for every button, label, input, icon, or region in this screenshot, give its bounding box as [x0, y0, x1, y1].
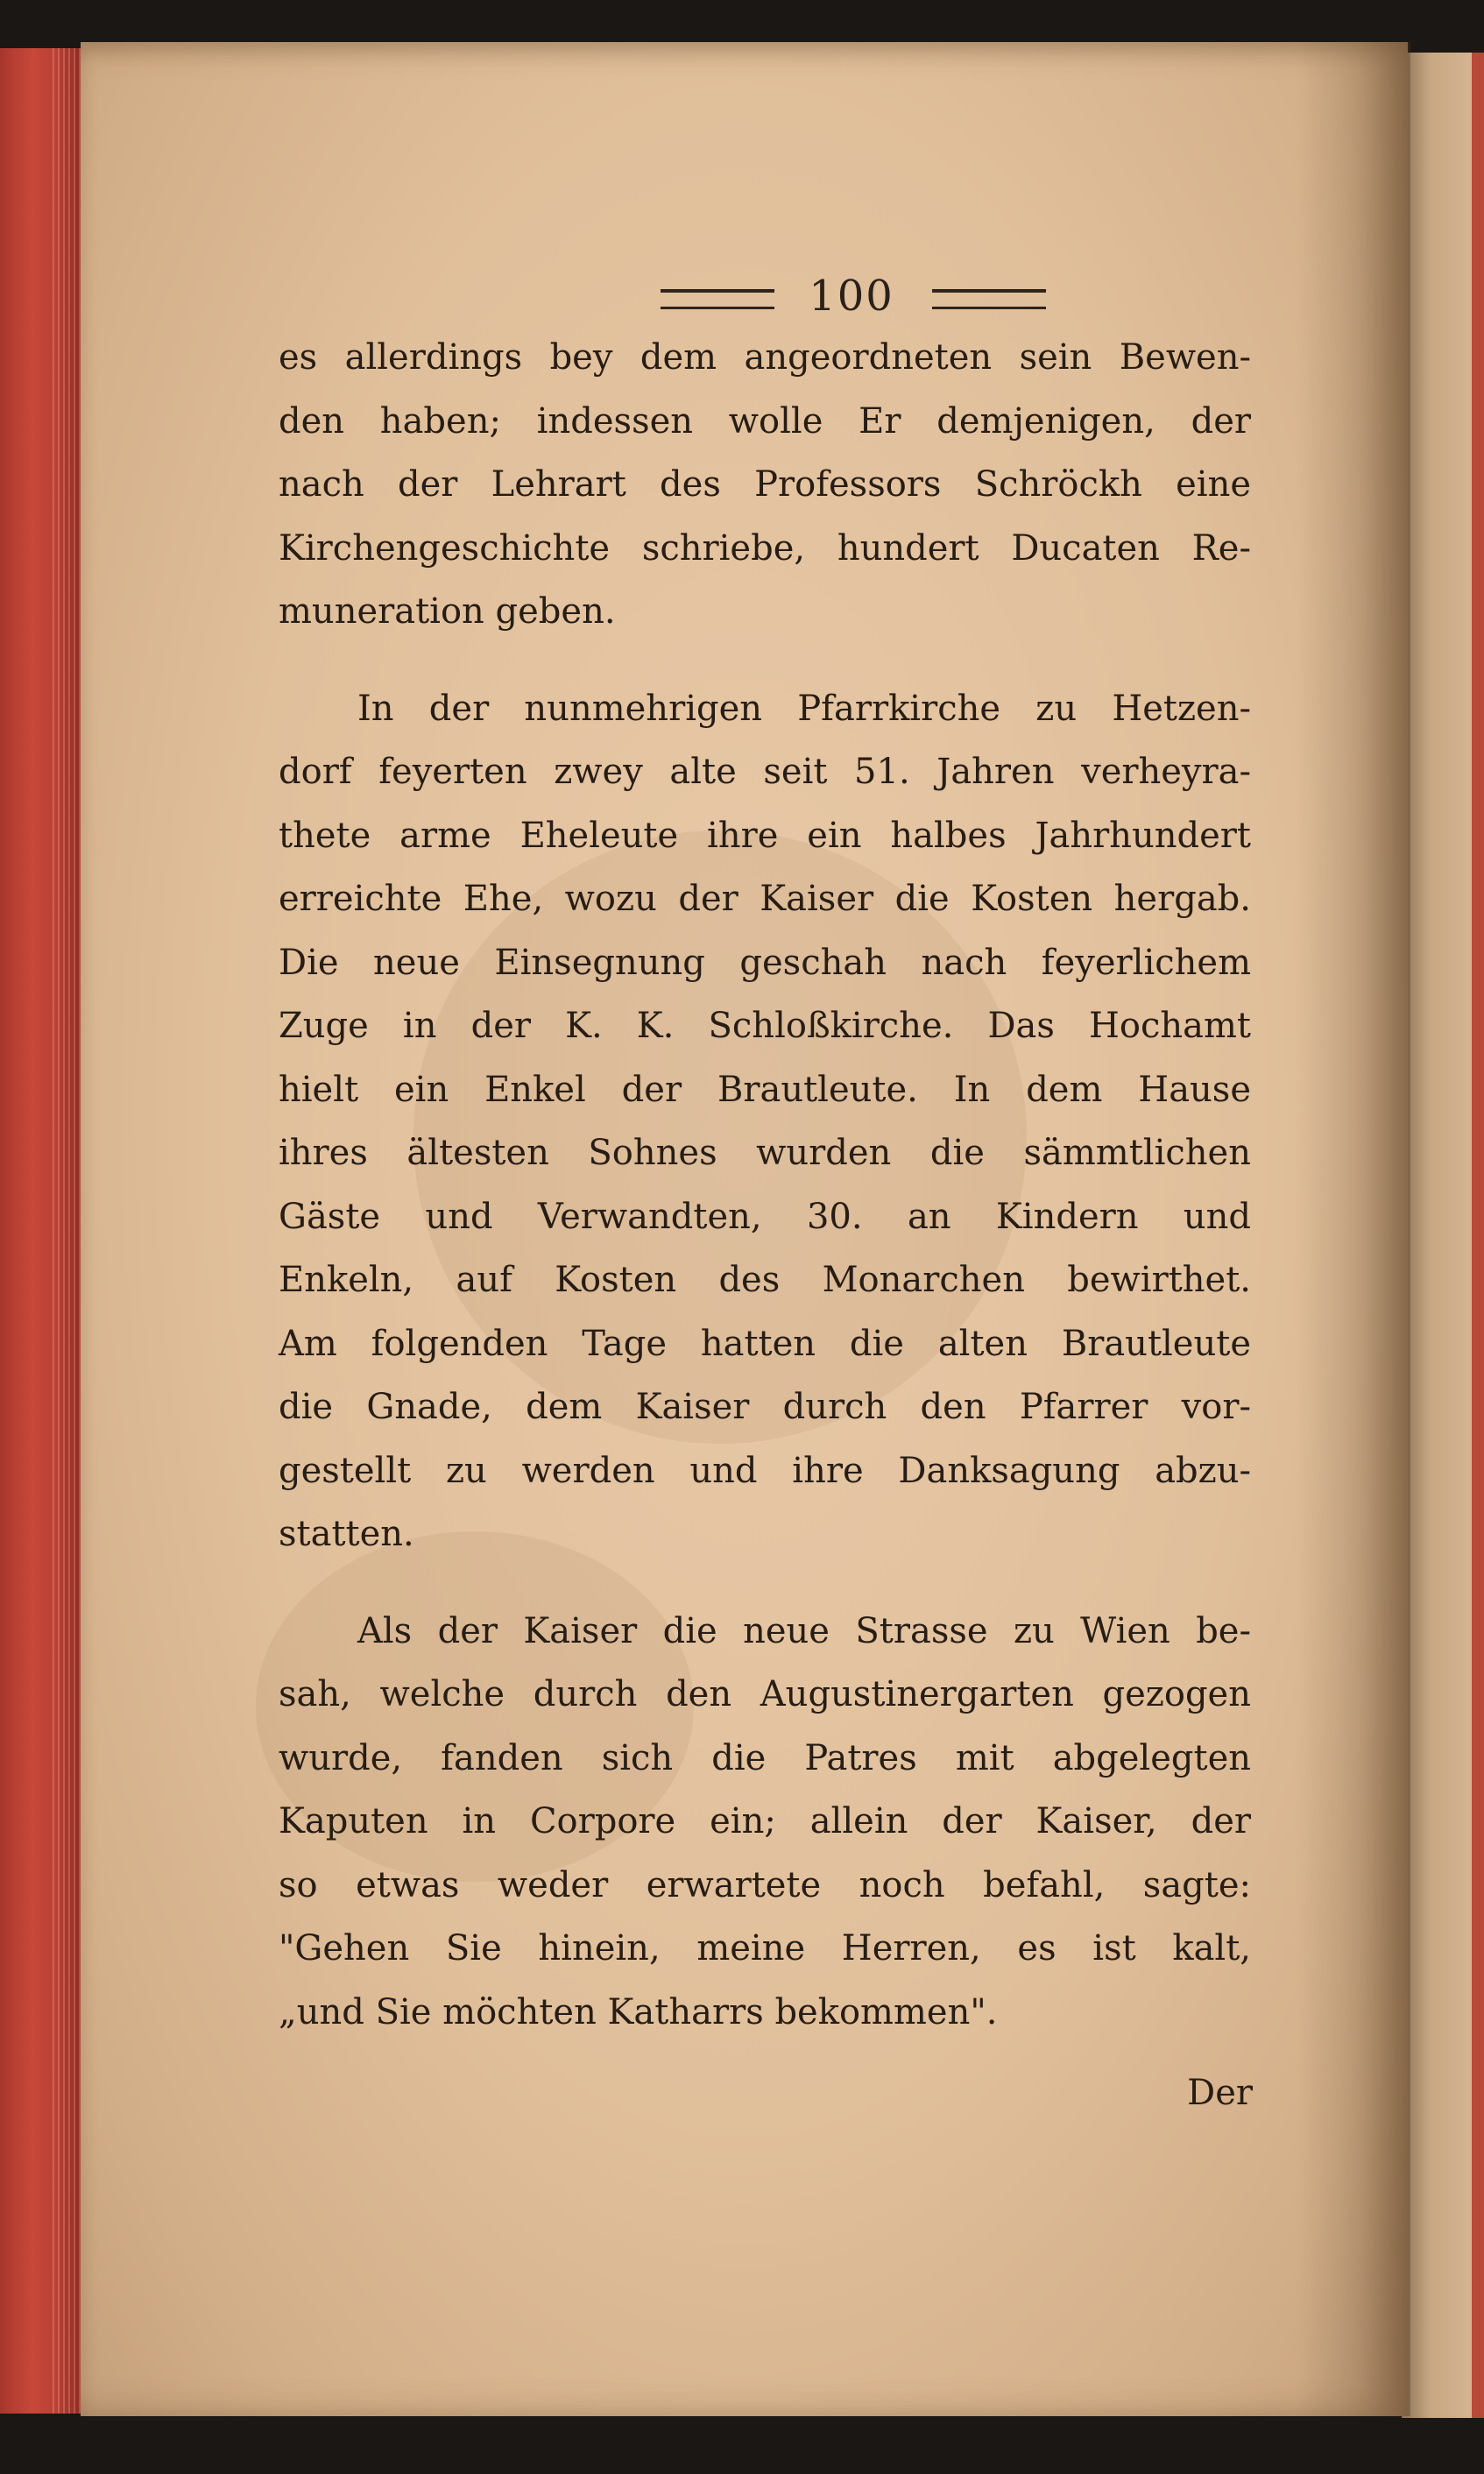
right-red-edge	[1472, 53, 1484, 2418]
text-line: „und Sie möchten Katharrs bekommen".	[279, 1991, 998, 2032]
text-line: Am folgenden Tage hatten die alten Brautleute	[279, 1323, 1251, 1364]
text-line: nach der Lehrart des Professors Schröckh eine	[279, 464, 1251, 505]
header-rule-left	[661, 289, 774, 309]
text-line: Als der Kaiser die neue Strasse zu Wien be-	[357, 1610, 1251, 1651]
catchword: Der	[1187, 2073, 1253, 2113]
text-line: die Gnade, dem Kaiser durch den Pfarrer vor-	[279, 1387, 1251, 1427]
gutter-shadow	[1297, 42, 1410, 2416]
text-line: dorf feyerten zwey alte seit 51. Jahren verheyra-	[279, 752, 1251, 792]
text-line: sah, welche durch den Augustinergarten gezogen	[279, 1674, 1251, 1714]
text-line: Zuge in der K. K. Schloßkirche. Das Hochamt	[279, 1006, 1251, 1046]
text-line: statten.	[279, 1514, 414, 1554]
text-line: den haben; indessen wolle Er demjenigen, der	[279, 400, 1251, 442]
text-line: Kirchengeschichte schriebe, hundert Ducaten Re-	[279, 527, 1251, 569]
paragraph	[279, 677, 1251, 1566]
text-line: muneration geben.	[279, 591, 616, 632]
text-line: Die neue Einsegnung geschah nach feyerlichem	[279, 942, 1251, 983]
text-line: es allerdings bey dem angeordneten sein Bewen-	[279, 337, 1251, 378]
text-line: Kaputen in Corpore ein; allein der Kaiser, der	[279, 1801, 1251, 1841]
paragraph	[279, 1600, 1251, 2045]
text-line: thete arme Eheleute ihre ein halbes Jahrhundert	[279, 815, 1251, 856]
paragraph-gap	[279, 1566, 1251, 1600]
paragraph	[279, 326, 1251, 644]
text-line: Enkeln, auf Kosten des Monarchen bewirthet.	[279, 1260, 1251, 1300]
text-line: In der nunmehrigen Pfarrkirche zu Hetzen-	[357, 688, 1251, 729]
page-number: 100	[809, 272, 894, 321]
paragraph-gap	[279, 644, 1251, 677]
text-line: gestellt zu werden und ihre Danksagung abzu-	[279, 1450, 1251, 1491]
text-line: erreichte Ehe, wozu der Kaiser die Kosten hergab.	[279, 879, 1251, 919]
text-line: Gäste und Verwandten, 30. an Kindern und	[279, 1196, 1251, 1237]
text-line: wurde, fanden sich die Patres mit abgelegten	[279, 1737, 1251, 1778]
header-rule-right	[932, 289, 1046, 309]
text-line: so etwas weder erwartete noch befahl, sagte:	[279, 1864, 1251, 1905]
page-edge-texture	[53, 48, 81, 2414]
body-text	[279, 326, 1251, 2044]
text-line: ihres ältesten Sohnes wurden die sämmtlichen	[279, 1133, 1251, 1173]
text-line: "Gehen Sie hinein, meine Herren, es ist kalt,	[279, 1928, 1251, 1969]
page-header	[81, 272, 1408, 324]
text-line: hielt ein Enkel der Brautleute. In dem Hause	[279, 1069, 1251, 1110]
